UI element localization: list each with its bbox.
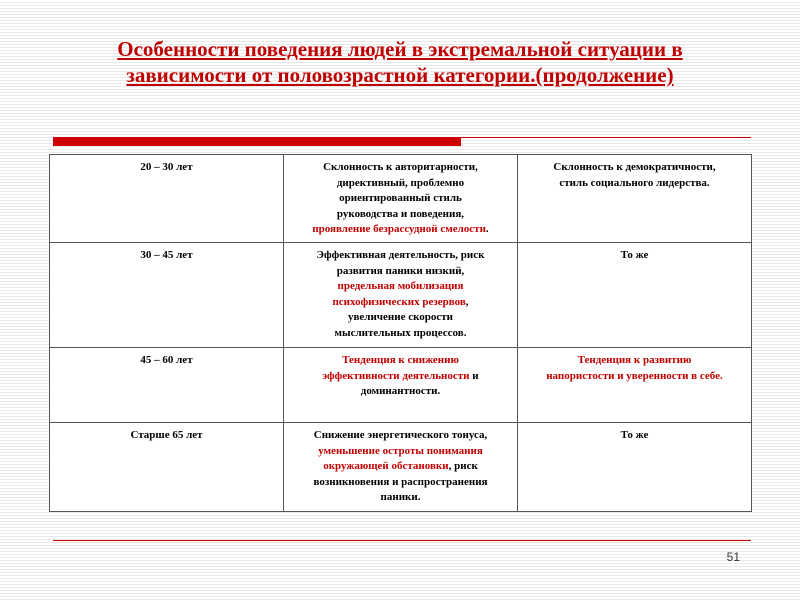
highlight-text: проявление безрассудной смелости [312,223,486,235]
leadership-cell [518,243,752,348]
decorative-bar-thick [53,137,461,146]
highlight-text: уменьшение остроты понимания [318,444,483,457]
cell-line: ориентированный стиль [339,192,462,204]
highlight-text: эффективности деятельности [322,369,470,382]
slide-title [60,36,740,88]
cell-line: , [465,295,469,308]
table-row [50,155,752,243]
leadership-cell [518,423,752,512]
cell-line: То же [620,429,649,441]
highlight-text: окружающей обстановки [323,460,449,472]
behavior-table [49,154,752,512]
cell-line: , риск [448,460,478,472]
cell-line: . [485,223,489,235]
highlight-text: Тенденция к снижению [342,354,459,366]
behavior-cell [284,423,518,512]
age-text: 30 – 45 лет [140,249,193,261]
leadership-cell [518,155,752,243]
age-text: 20 – 30 лет [140,161,193,173]
cell-line: Снижение энергетического тонуса, [313,429,488,441]
cell-line: развития паники низкий, [336,264,465,277]
highlight-text: предельная мобилизация [337,280,464,292]
cell-line: директивный, проблемно [336,176,465,189]
cell-line: руководства и поведения, [336,207,465,220]
cell-line: То же [620,249,649,261]
decorative-line-top [461,137,751,138]
cell-line: Эффективная деятельность, риск [316,249,485,261]
highlight-text: напористости и уверенности в себе. [546,369,723,382]
cell-line: паники. [380,491,421,503]
slide-title-line-2: зависимости от половозрастной категории.(продолжение) [126,63,674,87]
table-row [50,243,752,348]
cell-line: возникновения и распространения [313,475,488,488]
behavior-cell [284,348,518,423]
table-row [50,348,752,423]
behavior-cell [284,155,518,243]
age-text: 45 – 60 лет [140,354,193,366]
behavior-cell [284,243,518,348]
decorative-line-bottom [53,540,751,541]
age-text: Старше 65 лет [130,429,203,441]
cell-line: мыслительных процессов. [334,326,467,339]
slide-title-line-1: Особенности поведения людей в экстремальной ситуации в [117,37,683,61]
table-row [50,423,752,512]
cell-line: Склонность к авторитарности, [323,161,478,173]
age-cell [50,348,284,423]
cell-line: и [469,369,479,382]
age-cell [50,243,284,348]
cell-line: стиль социального лидерства. [559,176,710,189]
highlight-text: Тенденция к развитию [577,354,692,366]
page-number: 51 [726,550,740,564]
cell-line: увеличение скорости [347,311,454,323]
highlight-text: психофизических резервов [332,295,466,308]
leadership-cell [518,348,752,423]
age-cell [50,155,284,243]
age-cell [50,423,284,512]
cell-line: Склонность к демократичности, [553,161,716,173]
cell-line: доминантности. [360,385,441,397]
